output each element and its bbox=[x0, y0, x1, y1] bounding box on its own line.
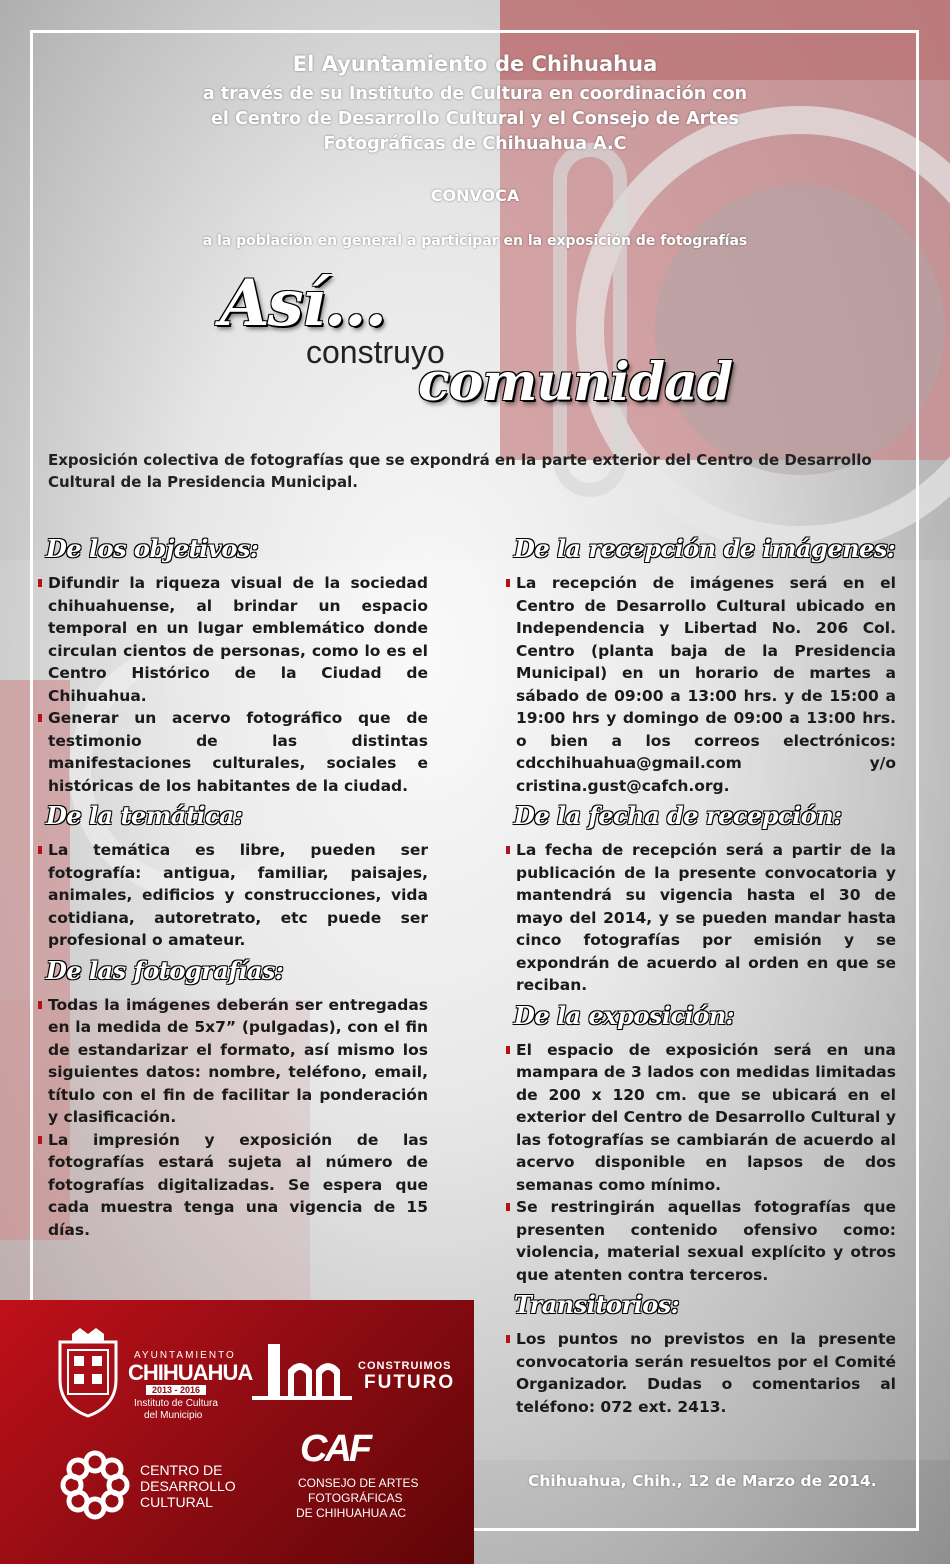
section-item bbox=[36, 572, 428, 707]
section-item-text: La recepción de imágenes será en el Centro de Desarrollo Cultural ubicado en Independencia y Libertad No. 206 Col. Centro (planta baja de la Presidencia Municipal) en un horario de martes a sábado de 09:00 a 13:00 hrs. y de 15:00 a 19:00 hrs y domingo de 09:00 a 13:00 hrs. o bien a los correos electrónicos: cdcchihuahua@gmail.com y/o cristina.gust@cafch.org. bbox=[516, 574, 896, 795]
section-item bbox=[36, 707, 428, 797]
construimos-line2: FUTURO bbox=[364, 1372, 456, 1393]
construimos-line1: CONSTRUIMOS bbox=[358, 1360, 452, 1372]
ayuntamiento-top: AYUNTAMIENTO bbox=[134, 1350, 236, 1361]
section-block bbox=[504, 1290, 896, 1418]
section-item bbox=[504, 1328, 896, 1418]
section-item-text: La temática es libre, pueden ser fotografía: antigua, familiar, paisajes, animales, edificios y construcciones, vida cotidiana, autoretrato, etc puede ser profesional o amateur. bbox=[48, 841, 428, 949]
section-block bbox=[36, 534, 428, 797]
ayuntamiento-years: 2013 - 2016 bbox=[146, 1385, 206, 1395]
caf-mark: CAF bbox=[300, 1428, 370, 1470]
cdc-line1: CENTRO DE bbox=[140, 1462, 223, 1478]
ayuntamiento-crest-icon bbox=[52, 1328, 124, 1418]
bullet-icon bbox=[506, 1203, 510, 1211]
right-column bbox=[504, 534, 896, 1422]
section-block bbox=[36, 956, 428, 1242]
header-line-2: el Centro de Desarrollo Cultural y el Consejo de Artes bbox=[211, 109, 739, 129]
caf-line3: DE CHIHUAHUA AC bbox=[296, 1506, 407, 1520]
section-item bbox=[504, 1196, 896, 1286]
section-item-text: La impresión y exposición de las fotografías estará sujeta al número de fotografías digitalizadas. Se espera que cada muestra tenga una vigencia de 15 días. bbox=[48, 1130, 428, 1239]
bullet-icon bbox=[506, 1335, 510, 1343]
bullet-icon bbox=[38, 579, 42, 587]
section-item-text: Difundir la riqueza visual de la sociedad chihuahuense, al brindar un espacio temporal en un lugar emblemático donde circulan cientos de personas, como lo es el Centro Histórico de la Ciudad de Chihuahua. bbox=[48, 574, 428, 705]
footer-logo-band bbox=[0, 1300, 474, 1564]
header-title: El Ayuntamiento de Chihuahua bbox=[292, 52, 658, 76]
cdc-line2: DESARROLLO bbox=[140, 1478, 236, 1494]
ayuntamiento-sub1: Instituto de Cultura bbox=[134, 1398, 218, 1409]
section-item bbox=[504, 1039, 896, 1197]
construimos-futuro-icon bbox=[252, 1340, 352, 1404]
section-heading: De la fecha de recepción: bbox=[514, 801, 842, 830]
event-logo-comunidad: comunidad bbox=[418, 352, 733, 413]
event-logo-asi: Así... bbox=[220, 266, 385, 341]
bullet-icon bbox=[506, 1046, 510, 1054]
caf-line1: CONSEJO DE ARTES bbox=[298, 1476, 419, 1490]
left-column bbox=[36, 534, 428, 1245]
bullet-icon bbox=[38, 1136, 42, 1144]
ayuntamiento-sub2: del Municipio bbox=[144, 1410, 203, 1421]
header-line-1: a través de su Instituto de Cultura en coordinación con bbox=[202, 84, 748, 104]
bullet-icon bbox=[506, 846, 510, 854]
section-item-text: El espacio de exposición será en una mampara de 3 lados con medidas limitadas de 200 x 120 cm. que se ubicará en el exterior del Centro de Desarrollo Cultural y las fotografías se cambiarán de acuerdo al acervo disponible en lapsos de dos semanas como mínimo. bbox=[516, 1040, 896, 1194]
section-item-text: Se restringirán aquellas fotografías que presenten contenido ofensivo como: violencia, material sexual explícito y otros que atenten contra terceros. bbox=[516, 1198, 896, 1284]
section-heading: De la recepción de imágenes: bbox=[514, 534, 896, 563]
section-heading: De la temática: bbox=[46, 801, 243, 830]
section-heading: De las fotografías: bbox=[46, 955, 284, 985]
bullet-icon bbox=[38, 846, 42, 854]
section-heading: Transitorios: bbox=[514, 1290, 680, 1319]
bullet-icon bbox=[38, 1001, 42, 1009]
section-item bbox=[36, 839, 428, 952]
section-item bbox=[504, 839, 896, 997]
section-block bbox=[36, 801, 428, 952]
event-logo-construyo: construyo bbox=[306, 334, 445, 370]
section-item-text: La fecha de recepción será a partir de la publicación de la presente convocatoria y mantendrá su vigencia hasta el 30 de mayo del 2014, y se pueden mandar hasta cinco fotografías por emisión y se expondrán de acuerdo al orden en que se reciban. bbox=[516, 841, 896, 994]
convoca-label: CONVOCA bbox=[430, 186, 520, 205]
header-line-3: Fotográficas de Chihuahua A.C bbox=[323, 134, 627, 154]
caf-line2: FOTOGRÁFICAS bbox=[308, 1491, 403, 1505]
ayuntamiento-name: CHIHUAHUA bbox=[128, 1360, 253, 1385]
section-item-text: Los puntos no previstos en la presente convocatoria serán resueltos por el Comité Organizador. Dudas o comentarios al teléfono: 072 ext. 2413. bbox=[516, 1330, 896, 1416]
section-item bbox=[36, 994, 428, 1129]
section-heading: De los objetivos: bbox=[46, 534, 259, 563]
section-heading: De la exposición: bbox=[514, 1000, 735, 1030]
section-item-text: Todas la imágenes deberán ser entregadas en la medida de 5x7” (pulgadas), con el fin de estandarizar el formato, así mismo los siguientes datos: nombre, teléfono, email, título con el fin de facilitar la ponderación y clasificación. bbox=[48, 995, 428, 1126]
section-block bbox=[504, 534, 896, 797]
section-item bbox=[36, 1129, 428, 1242]
intro-paragraph: Exposición colectiva de fotografías que se expondrá en la parte exterior del Centro de Desarrollo Cultural de la Presidencia Municipal. bbox=[48, 451, 872, 491]
bullet-icon bbox=[38, 714, 42, 722]
invitation-text: a la población en general a participar en la exposición de fotografías bbox=[202, 233, 748, 249]
section-block bbox=[504, 801, 896, 997]
cdc-line3: CULTURAL bbox=[140, 1494, 213, 1510]
section-item-text: Generar un acervo fotográfico que de testimonio de las distintas manifestaciones culturales, sociales e históricas de los habitantes de la ciudad. bbox=[48, 709, 428, 795]
bullet-icon bbox=[506, 579, 510, 587]
section-item bbox=[504, 572, 896, 797]
dateline: Chihuahua, Chih., 12 de Marzo de 2014. bbox=[528, 1472, 877, 1490]
section-block bbox=[504, 1001, 896, 1287]
centro-desarrollo-cultural-icon bbox=[60, 1450, 130, 1520]
